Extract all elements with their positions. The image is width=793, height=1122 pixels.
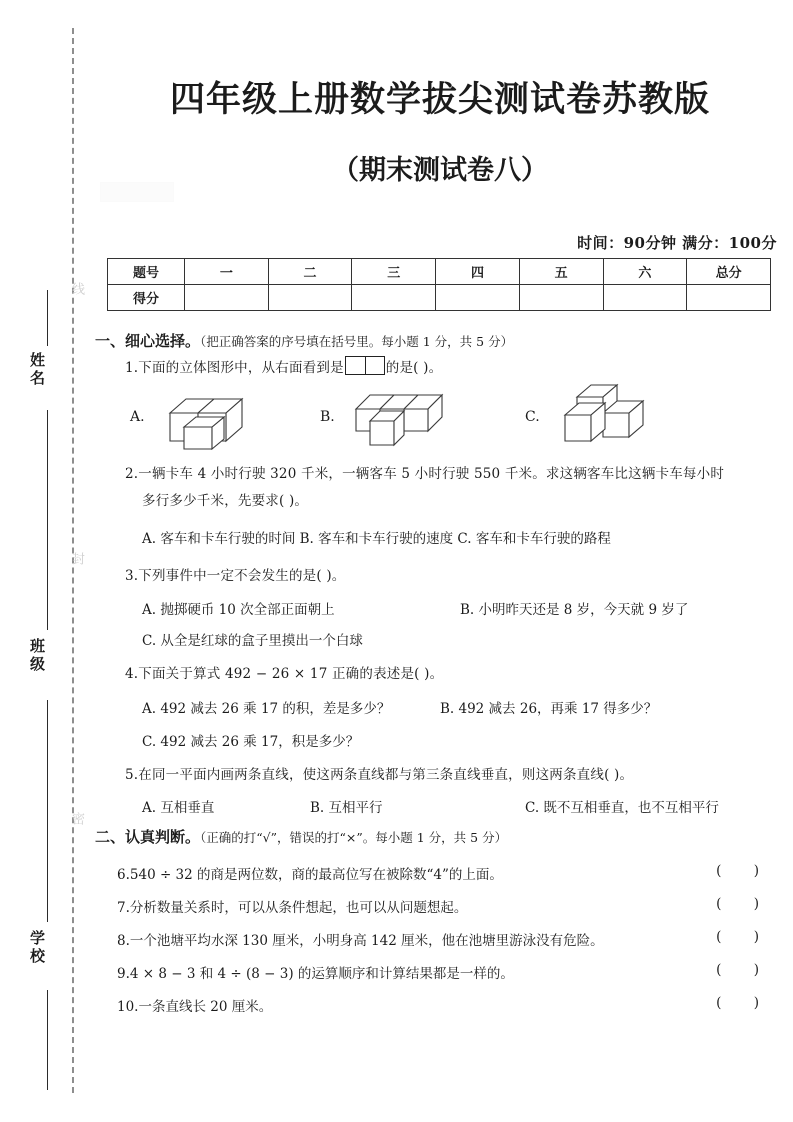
- question-4-line-1: [125, 662, 443, 682]
- field-rule-class: [47, 700, 48, 922]
- figure-option-c: [525, 383, 695, 453]
- question-2-line-1: [125, 462, 724, 482]
- question-4-number: 4.: [125, 666, 139, 682]
- question-3-line-1: [125, 564, 346, 584]
- question-2-number: 2.: [125, 466, 139, 482]
- seal-char-1: 线: [69, 282, 84, 297]
- section-2-number: 二、: [95, 828, 126, 846]
- cube-figure-b-icon: [342, 383, 492, 451]
- score-cell-4[interactable]: [436, 285, 520, 311]
- score-cell-2[interactable]: [268, 285, 352, 311]
- score-cell-3[interactable]: [352, 285, 436, 311]
- question-4-option-a[interactable]: A. 492 减去 26 乘 17 的积，差是多少？: [142, 701, 391, 717]
- question-1: [125, 356, 442, 376]
- cube-figure-a-icon: [152, 383, 272, 451]
- figure-c-label: C.: [525, 409, 540, 425]
- score-table-col-4: 四: [436, 259, 520, 285]
- field-label-name: 姓名: [28, 352, 46, 388]
- question-5-option-a[interactable]: A. 互相垂直: [142, 800, 215, 816]
- score-table-col-1: 一: [185, 259, 269, 285]
- cube-figure-c-icon: [547, 383, 677, 453]
- question-10: [117, 995, 785, 1015]
- question-5-option-b[interactable]: B. 互相平行: [310, 800, 383, 816]
- table-row: [108, 285, 771, 311]
- section-heading-1: [95, 330, 513, 351]
- question-10-answer-box[interactable]: ( ): [716, 995, 773, 1011]
- question-9-number: 9.: [117, 966, 130, 982]
- page-subtitle: （期末测试卷八）: [332, 155, 548, 186]
- field-label-school: 学校: [28, 930, 46, 966]
- field-rule-school: [47, 990, 48, 1090]
- figure-a-label: A.: [130, 409, 145, 425]
- score-table-col-5: 五: [519, 259, 603, 285]
- figure-option-a: [130, 383, 300, 453]
- score-table-col-total: 总分: [687, 259, 771, 285]
- field-rule-top: [47, 290, 48, 346]
- question-4-text: 下面关于算式 492 − 26 × 17 正确的表述是( )。: [138, 666, 444, 682]
- question-2-line-2: 多行多少千米，先要求( )。: [142, 493, 309, 509]
- section-heading-2: [95, 826, 507, 847]
- score-table-col-2: 二: [268, 259, 352, 285]
- question-4-option-b[interactable]: B. 492 减去 26，再乘 17 得多少？: [440, 701, 658, 717]
- seal-char-2: 封: [69, 552, 84, 567]
- question-7: [117, 896, 785, 916]
- question-5-line-1: [125, 763, 633, 783]
- question-7-number: 7.: [117, 900, 130, 916]
- question-5-number: 5.: [125, 767, 139, 783]
- question-3-option-c[interactable]: C. 从全是红球的盒子里摸出一个白球: [142, 633, 363, 649]
- section-2-note: （正确的打“√”，错误的打“×”。每小题 1 分，共 5 分）: [200, 830, 508, 845]
- seal-margin: [0, 0, 95, 1122]
- question-6-number: 6.: [117, 867, 130, 883]
- score-table-row-label: 得分: [108, 285, 185, 311]
- score-table-col-6: 六: [603, 259, 687, 285]
- two-cell-rectangle-icon: [345, 356, 385, 375]
- section-1-number: 一、: [95, 332, 126, 350]
- question-8-number: 8.: [117, 933, 130, 949]
- question-3-option-b[interactable]: B. 小明昨天还是 8 岁，今天就 9 岁了: [460, 602, 689, 618]
- score-cell-6[interactable]: [603, 285, 687, 311]
- exam-page: [95, 0, 793, 1122]
- question-1-number: 1.: [125, 360, 139, 376]
- page-title: 四年级上册数学拔尖测试卷苏教版: [169, 79, 710, 120]
- question-7-text: 分析数量关系时，可以从条件想起，也可以从问题想起。: [129, 900, 468, 916]
- question-1-text-before: 下面的立体图形中，从右面看到是: [138, 360, 344, 376]
- section-1-note: （把正确答案的序号填在括号里。每小题 1 分，共 5 分）: [200, 334, 514, 349]
- question-5-option-c[interactable]: C. 既不互相垂直，也不互相平行: [525, 800, 719, 816]
- figure-option-b: [320, 383, 490, 453]
- question-8-text: 一个池塘平均水深 130 厘米，小明身高 142 厘米，他在池塘里游泳没有危险。: [129, 933, 604, 949]
- question-6-text: 540 ÷ 32 的商是两位数，商的最高位写在被除数“4”的上面。: [129, 867, 503, 883]
- question-3-number: 3.: [125, 568, 139, 584]
- question-10-number: 10.: [117, 999, 139, 1015]
- seal-char-3: 密: [69, 812, 84, 827]
- score-table-row-label: 题号: [108, 259, 185, 285]
- score-table: [107, 258, 771, 311]
- question-9-text: 4 × 8 − 3 和 4 ÷ (8 − 3) 的运算顺序和计算结果都是一样的。: [129, 966, 514, 982]
- score-cell-1[interactable]: [185, 285, 269, 311]
- question-3-text: 下列事件中一定不会发生的是( )。: [138, 568, 346, 584]
- question-9-answer-box[interactable]: ( ): [716, 962, 773, 978]
- score-cell-total[interactable]: [687, 285, 771, 311]
- question-5-text: 在同一平面内画两条直线，使这两条直线都与第三条直线垂直，则这两条直线( )。: [138, 767, 634, 783]
- table-row: [108, 259, 771, 285]
- exam-meta: 时间：90分钟 满分：100分: [577, 234, 777, 252]
- question-1-figures: [95, 383, 785, 453]
- field-label-class: 班级: [28, 638, 46, 674]
- section-1-title: 细心选择。: [125, 332, 201, 350]
- question-7-answer-box[interactable]: ( ): [716, 896, 773, 912]
- question-1-text-after: 的是( )。: [385, 360, 443, 376]
- question-8-answer-box[interactable]: ( ): [716, 929, 773, 945]
- question-2-text-1: 一辆卡车 4 小时行驶 320 千米，一辆客车 5 小时行驶 550 千米。求这辆客车比这辆卡车每小时: [138, 466, 725, 482]
- question-6: [117, 863, 785, 883]
- question-9: [117, 962, 785, 982]
- question-10-text: 一条直线长 20 厘米。: [138, 999, 273, 1015]
- score-cell-5[interactable]: [519, 285, 603, 311]
- question-6-answer-box[interactable]: ( ): [716, 863, 773, 879]
- field-rule-name: [47, 410, 48, 630]
- question-4-option-c[interactable]: C. 492 减去 26 乘 17，积是多少？: [142, 734, 360, 750]
- question-3-option-a[interactable]: A. 抛掷硬币 10 次全部正面朝上: [142, 602, 335, 618]
- question-8: [117, 929, 785, 949]
- score-table-col-3: 三: [352, 259, 436, 285]
- section-2-title: 认真判断。: [125, 828, 201, 846]
- question-2-options[interactable]: A. 客车和卡车行驶的时间 B. 客车和卡车行驶的速度 C. 客车和卡车行驶的路程: [142, 531, 611, 547]
- figure-b-label: B.: [320, 409, 335, 425]
